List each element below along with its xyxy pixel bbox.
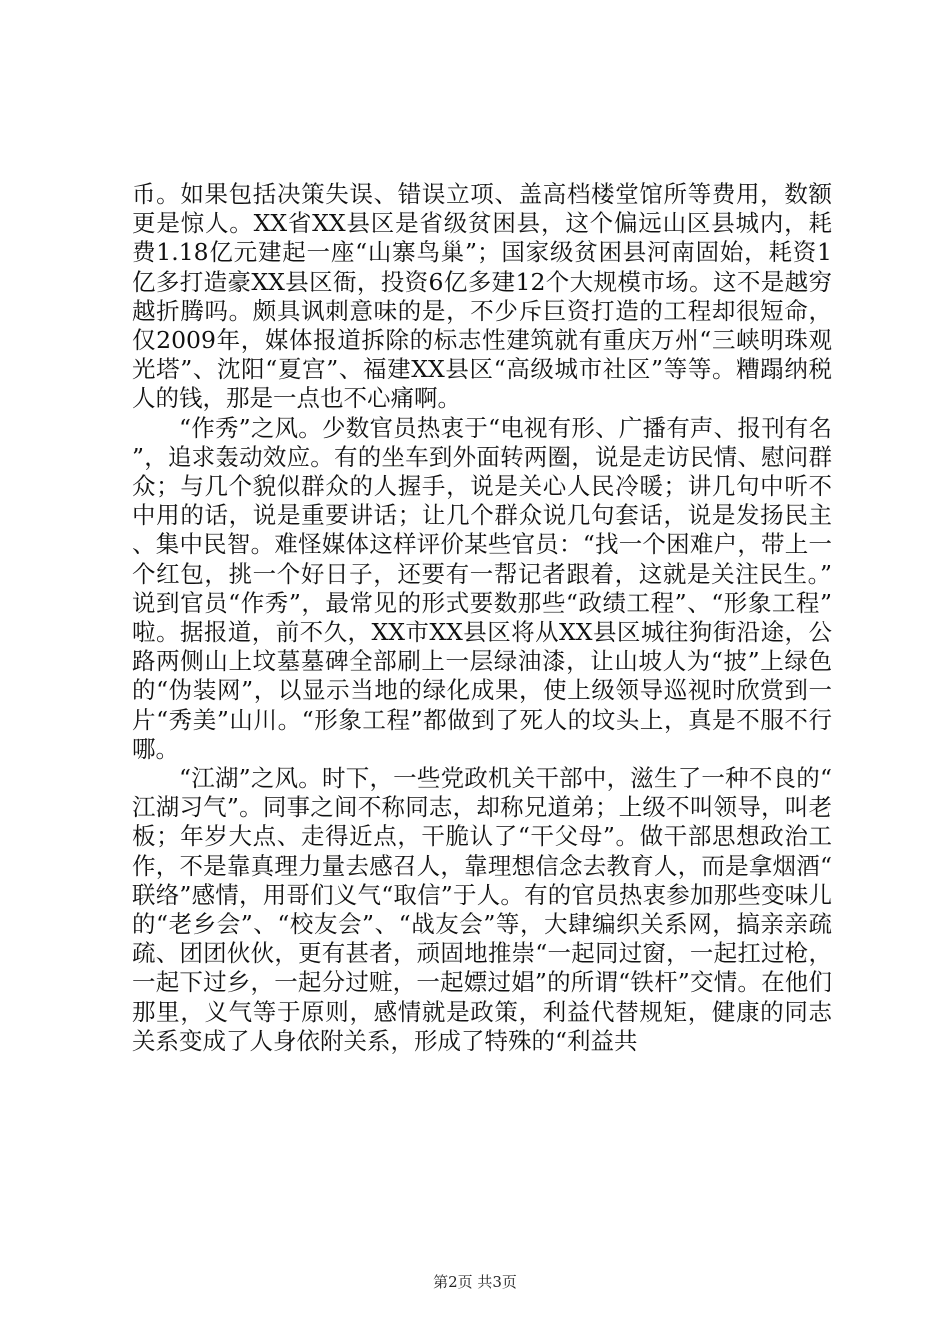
page-footer: 第2页 共3页 <box>433 1273 517 1291</box>
body-text <box>132 180 832 1056</box>
paragraph-continued: 币。如果包括决策失误、错误立项、盖高档楼堂馆所等费用，数额更是惊人。XX省XX县区是省级贫困县，这个偏远山区县城内，耗费1.18亿元建起一座“山寨鸟巢”；国家级贫困县河南固始，耗资1亿多打造豪XX县区衙，投资6亿多建12个大规模市场。这不是越穷越折腾吗。颇具讽刺意味的是，不少斥巨资打造的工程却很短命，仅2009年，媒体报道拆除的标志性建筑就有重庆万州“三峡明珠观光塔”、沈阳“夏宫”、福建XX县区“高级城市社区”等等。糟蹋纳税人的钱，那是一点也不心痛啊。 <box>132 180 832 413</box>
paragraph-zuoxiu: “作秀”之风。少数官员热衷于“电视有形、广播有声、报刊有名”，追求轰动效应。有的坐车到外面转两圈，说是走访民情、慰问群众；与几个貌似群众的人握手，说是关心人民冷暖；讲几句中听不中用的话，说是重要讲话；让几个群众说几句套话，说是发扬民主、集中民智。难怪媒体这样评价某些官员：“找一个困难户，带上一个红包，挑一个好日子，还要有一帮记者跟着，这就是关注民生。”说到官员“作秀”，最常见的形式要数那些“政绩工程”、“形象工程”啦。据报道，前不久，XX市XX县区将从XX县区城往狗街沿途，公路两侧山上坟墓墓碑全部刷上一层绿油漆，让山坡人为“披”上绿色的“伪装网”，以显示当地的绿化成果，使上级领导巡视时欣赏到一片“秀美”山川。“形象工程”都做到了死人的坟头上，真是不服不行哪。 <box>132 413 832 763</box>
paragraph-jianghu: “江湖”之风。时下，一些党政机关干部中，滋生了一种不良的“江湖习气”。同事之间不称同志，却称兄道弟；上级不叫领导，叫老板；年岁大点、走得近点，干脆认了“干父母”。做干部思想政治工作，不是靠真理力量去感召人，靠理想信念去教育人，而是拿烟酒“联络”感情，用哥们义气“取信”于人。有的官员热衷参加那些变味儿的“老乡会”、“校友会”、“战友会”等，大肆编织关系网，搞亲亲疏疏、团团伙伙，更有甚者，顽固地推崇“一起同过窗，一起扛过枪，一起下过乡，一起分过赃，一起嫖过娼”的所谓“铁杆”交情。在他们那里，义气等于原则，感情就是政策，利益代替规矩，健康的同志关系变成了人身依附关系，形成了特殊的“利益共 <box>132 764 832 1055</box>
